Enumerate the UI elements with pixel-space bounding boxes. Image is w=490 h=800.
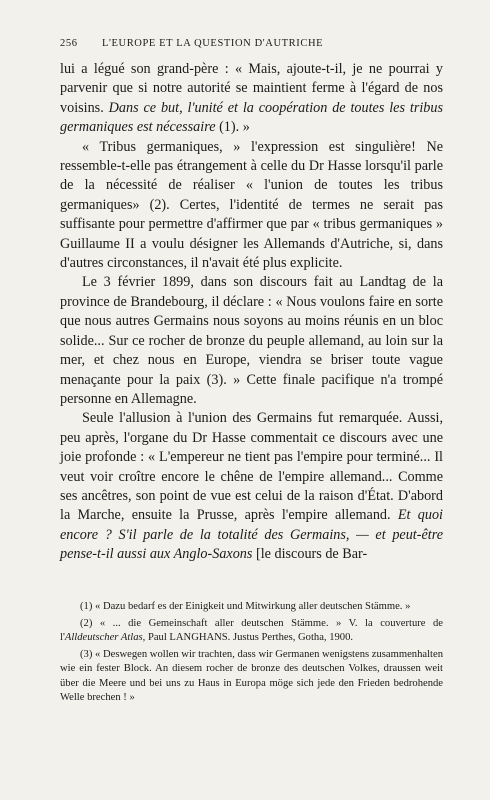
main-text [60,60,443,565]
italic-quote: Dans ce but, l'unité et la coopération de toutes les tribus germaniques est nécessaire [60,99,443,136]
paragraph-text: Seule l'allusion à l'union des Germains fut remarquée. Aussi, peu après, l'organe du Dr Hasse commentait ce discours avec une joie profonde : « L'empereur ne tient pas l'empire pour terminé... Il veut voir croître encore le chêne de l'empire allemand... Comme ses ancêtres, son point de vue est celui de la raison d'État. D'abord la Marche, ensuite la Prusse, après l'empire allemand. [60,410,443,524]
paragraph-2: « Tribus germaniques, » l'expression est singulière! Ne ressemble-t-elle pas étrangement à celle du Dr Hasse lorsqu'il parle de la nécessité de réaliser « l'union de toutes les tribus germaniques» (2). Certes, l'identité de termes ne serait pas suffisante pour permettre d'affirmer que par « tribus germaniques » Guillaume II a voulu désigner les Allemands d'Autriche, si, dans d'autres circonstances, il n'avait été plus explicite. [60,138,443,272]
italic-title: Alldeutscher Atlas [64,632,143,643]
paragraph-3: Le 3 février 1899, dans son discours fait au Landtag de la province de Brandebourg, il déclare : « Nous voulons faire en sorte que nous autres Germains nous soyons au moins réunis en un bloc solide... Sur ce rocher de bronze du peuple allemand, au loin sur la mer, et chez nous en Europe, viendra se briser toute vague menaçante pour la paix (3). » Cette finale pacifique n'a trompé personne en Allemagne. [60,274,443,407]
running-header [60,38,435,54]
footnote-text: (2) « ... die Gemeinschaft aller deutschen Stämme. » V. la couverture de l' [60,617,443,643]
footnote-text: , Paul LANGHANS. Justus Perthes, Gotha, 1900. [142,632,354,643]
paragraph-text: lui a légué son grand-père : « Mais, ajoute-t-il, je ne pourrai y parvenir que si notre autorité se maintient ferme à l'égard de nos voisins. [60,61,443,116]
paragraph-1 [60,60,443,138]
paragraph-text: (1). » [215,119,250,136]
footnote-1: (1) « Dazu bedarf es der Einigkeit und Mitwirkung aller deutschen Stämme. » [80,601,411,612]
running-title: L'EUROPE ET LA QUESTION D'AUTRICHE [102,38,324,49]
footnote-2 [60,617,443,646]
footnote-3: (3) « Deswegen wollen wir trachten, dass wir Germanen wenigstens zusammenhalten wie ein fester Block. An diesem rocher de bronze des deutschen Volkes, draussen weit über die Meere und bei uns zu Haus in Europa möge sich jede den Frieden bedrohende Welle brechen ! » [60,648,443,703]
footnotes [60,600,443,708]
page-number: 256 [60,38,78,49]
italic-quote: Et quoi encore ? S'il parle de la totalité des Germains, — et peut-être pense-t-il aussi aux Anglo-Saxons [60,507,443,563]
paragraph-4 [60,409,443,564]
paragraph-text: [le discours de Bar- [252,546,368,563]
